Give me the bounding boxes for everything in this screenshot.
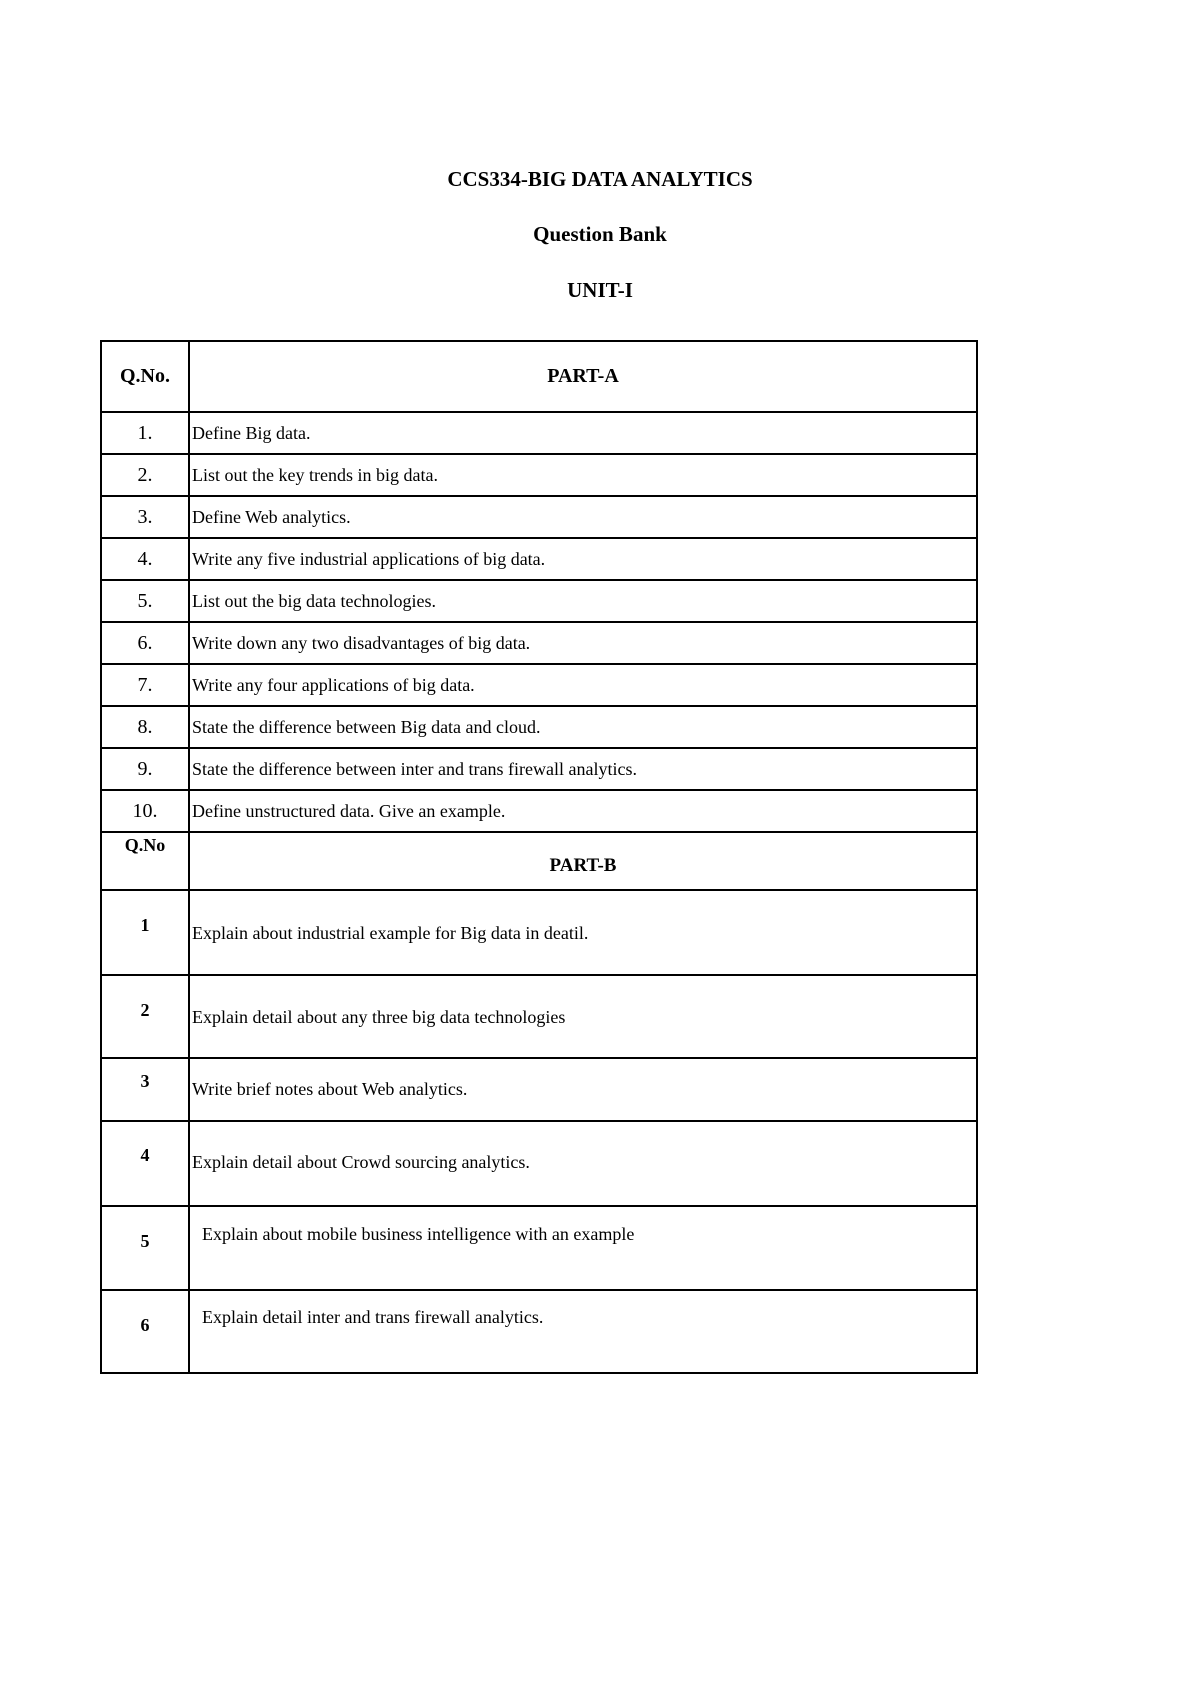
question-text: Write any four applications of big data. xyxy=(189,664,977,706)
question-text: Write brief notes about Web analytics. xyxy=(189,1058,977,1121)
question-number: 9. xyxy=(101,748,189,790)
question-number: 4. xyxy=(101,538,189,580)
document-subtitle: Question Bank xyxy=(533,222,667,246)
question-number: 2 xyxy=(101,975,189,1058)
question-text: Explain detail about Crowd sourcing analytics. xyxy=(189,1121,977,1206)
table-row xyxy=(101,1290,977,1373)
qno-header: Q.No. xyxy=(101,341,189,412)
document-title: CCS334-BIG DATA ANALYTICS xyxy=(447,167,753,191)
question-number: 3. xyxy=(101,496,189,538)
table-row xyxy=(101,580,977,622)
part-a-header-row xyxy=(101,341,977,412)
question-text: Explain about mobile business intelligence with an example xyxy=(189,1206,977,1290)
question-number: 5 xyxy=(101,1206,189,1290)
question-number: 6 xyxy=(101,1290,189,1373)
question-number: 1 xyxy=(101,890,189,975)
question-text: Write any five industrial applications of big data. xyxy=(189,538,977,580)
question-number: 10. xyxy=(101,790,189,832)
question-text: Define unstructured data. Give an example. xyxy=(189,790,977,832)
part-b-header-row xyxy=(101,832,977,890)
part-b-header: PART-B xyxy=(189,832,977,890)
table-row xyxy=(101,538,977,580)
unit-heading: UNIT-I xyxy=(567,278,633,302)
question-text: Explain about industrial example for Big data in deatil. xyxy=(189,890,977,975)
question-text: State the difference between Big data and cloud. xyxy=(189,706,977,748)
table-row xyxy=(101,890,977,975)
question-number: 5. xyxy=(101,580,189,622)
question-number: 1. xyxy=(101,412,189,454)
question-text: Explain detail inter and trans firewall analytics. xyxy=(189,1290,977,1373)
table-row xyxy=(101,454,977,496)
question-text: Write down any two disadvantages of big data. xyxy=(189,622,977,664)
table-row xyxy=(101,706,977,748)
question-text: List out the key trends in big data. xyxy=(189,454,977,496)
table-row xyxy=(101,975,977,1058)
table-row xyxy=(101,748,977,790)
table-row xyxy=(101,790,977,832)
question-number: 6. xyxy=(101,622,189,664)
table-row xyxy=(101,664,977,706)
question-text: Explain detail about any three big data technologies xyxy=(189,975,977,1058)
question-number: 4 xyxy=(101,1121,189,1206)
question-number: 8. xyxy=(101,706,189,748)
question-text: State the difference between inter and trans firewall analytics. xyxy=(189,748,977,790)
table-row xyxy=(101,412,977,454)
question-text: List out the big data technologies. xyxy=(189,580,977,622)
question-number: 7. xyxy=(101,664,189,706)
qno-header: Q.No xyxy=(101,832,189,890)
question-text: Define Web analytics. xyxy=(189,496,977,538)
table-row xyxy=(101,1206,977,1290)
question-text: Define Big data. xyxy=(189,412,977,454)
question-table xyxy=(100,340,978,1374)
table-row xyxy=(101,1058,977,1121)
part-a-header: PART-A xyxy=(189,341,977,412)
question-number: 2. xyxy=(101,454,189,496)
table-row xyxy=(101,1121,977,1206)
table-row xyxy=(101,496,977,538)
table-row xyxy=(101,622,977,664)
question-number: 3 xyxy=(101,1058,189,1121)
